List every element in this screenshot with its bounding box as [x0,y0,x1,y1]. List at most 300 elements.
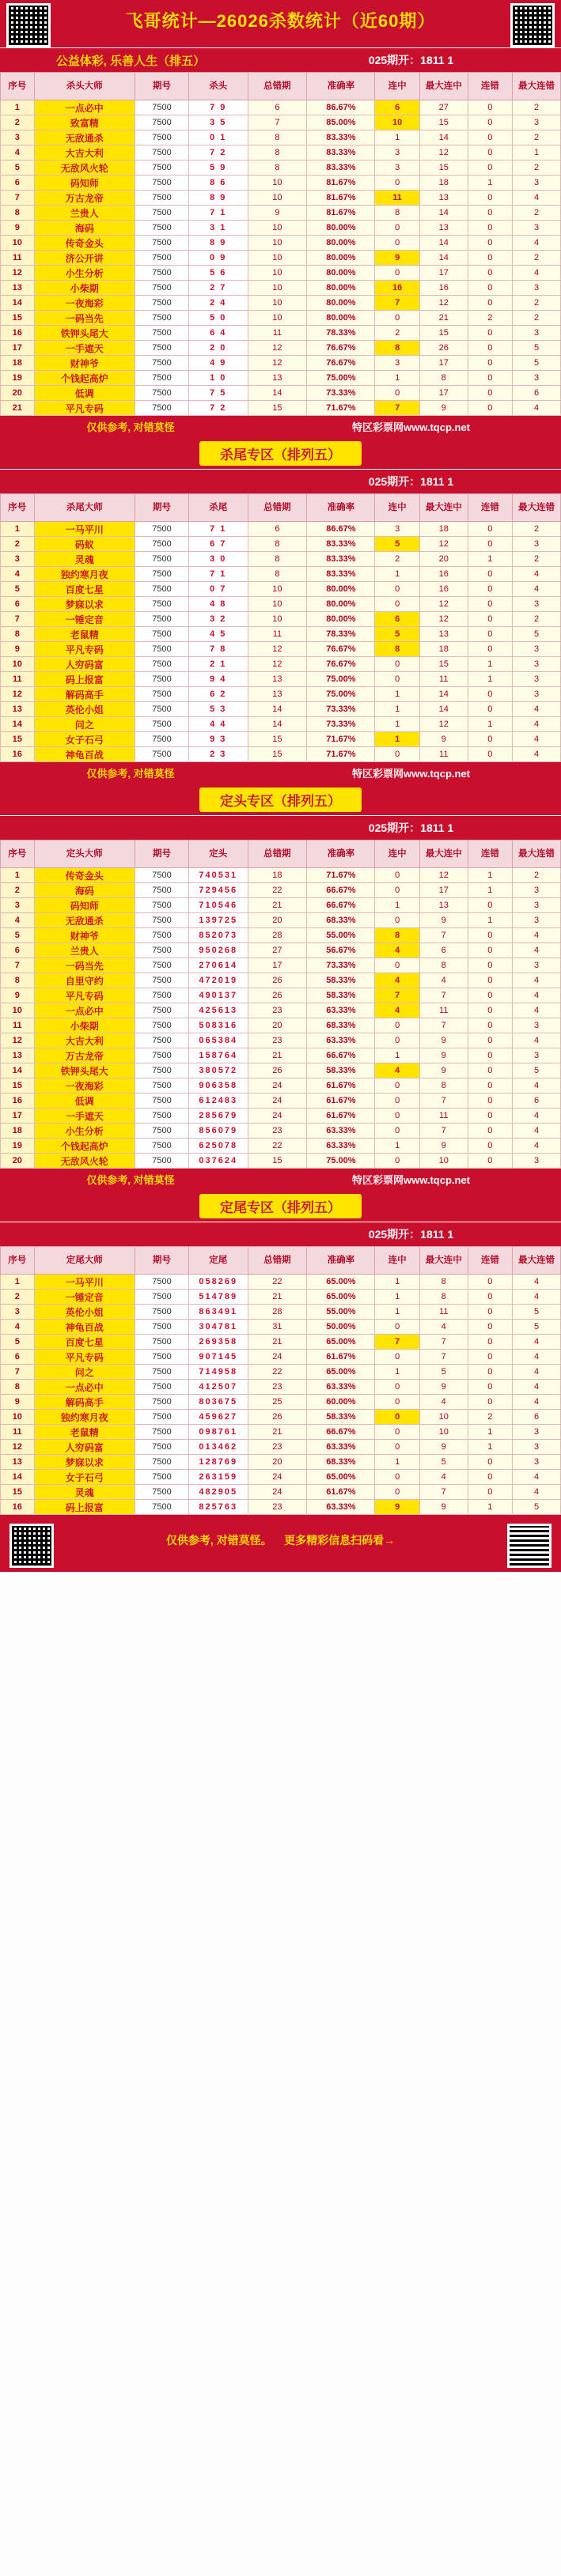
cell-定头大师: 铁钾头尾大 [34,1063,135,1078]
cell-最大连中: 9 [419,1440,468,1455]
section-title-dingtou: 定头专区（排列五） [199,788,362,812]
cell-定尾大师: 一点必中 [34,1380,135,1395]
cell-定尾大师: 梦寐以求 [34,1455,135,1470]
cell-最大连错: 4 [513,1139,561,1154]
cell-总错期: 24 [248,1350,307,1365]
cell-序号: 9 [1,221,35,236]
cell-连中: 1 [375,898,419,913]
cell-最大连错: 2 [513,206,561,221]
cell-期号: 7500 [135,1395,189,1410]
cell-准确率: 80.00% [307,296,375,311]
cell-总错期: 24 [248,1093,307,1109]
cell-杀头: 6 4 [188,326,248,341]
cell-连中: 7 [375,988,419,1003]
table-body-dingwei [1,1275,561,1515]
cell-定头: 950268 [188,943,248,958]
cell-连错: 0 [468,266,512,281]
cell-最大连中: 12 [419,868,468,883]
cell-连错: 0 [468,1290,512,1305]
cell-最大连错: 4 [513,567,561,582]
cell-杀头大师: 万古龙帝 [34,191,135,206]
cell-连错: 0 [468,1320,512,1335]
cell-期号: 7500 [135,1380,189,1395]
column-header-3: 杀尾 [188,494,248,522]
cell-总错期: 22 [248,883,307,898]
column-header-0: 序号 [1,1247,35,1275]
cell-杀尾大师: 问之 [34,717,135,732]
cell-连错: 1 [468,176,512,191]
cell-连中: 6 [375,612,419,627]
cell-连错: 0 [468,597,512,612]
cell-准确率: 61.67% [307,1109,375,1124]
cell-最大连错: 4 [513,1078,561,1093]
cell-定尾大师: 神龟百战 [34,1320,135,1335]
cell-总错期: 14 [248,702,307,717]
cell-最大连中: 18 [419,522,468,537]
cell-总错期: 24 [248,1078,307,1093]
cell-最大连中: 5 [419,1365,468,1380]
cell-准确率: 55.00% [307,1305,375,1320]
cell-准确率: 63.33% [307,1500,375,1515]
cell-连中: 8 [375,928,419,943]
cell-杀尾大师: 梦寐以求 [34,597,135,612]
cell-准确率: 81.67% [307,206,375,221]
cell-最大连中: 12 [419,717,468,732]
table-row [1,702,561,717]
table-row [1,883,561,898]
cell-杀头大师: 小生分析 [34,266,135,281]
cell-准确率: 61.67% [307,1078,375,1093]
cell-连错: 0 [468,898,512,913]
cell-杀头: 2 7 [188,281,248,296]
cell-期号: 7500 [135,868,189,883]
cell-定尾大师: 一马平川 [34,1275,135,1290]
table-row [1,868,561,883]
table-row [1,100,561,115]
cell-最大连中: 12 [419,296,468,311]
table-row [1,657,561,672]
cell-序号: 6 [1,1350,35,1365]
cell-连错: 0 [468,1470,512,1485]
cell-最大连错: 3 [513,642,561,657]
cell-连中: 3 [375,522,419,537]
cell-连中: 1 [375,371,419,386]
cell-最大连错: 4 [513,943,561,958]
column-header-9: 最大连错 [513,73,561,100]
table-row [1,687,561,702]
cell-连错: 0 [468,1018,512,1033]
cell-期号: 7500 [135,1048,189,1063]
cell-期号: 7500 [135,191,189,206]
cell-连中: 5 [375,537,419,552]
cell-序号: 8 [1,1380,35,1395]
qr-code-icon-left[interactable] [6,3,51,47]
table-row [1,1275,561,1290]
cell-最大连中: 14 [419,236,468,251]
cell-连中: 0 [375,1124,419,1139]
cell-最大连中: 16 [419,281,468,296]
cell-最大连错: 3 [513,1440,561,1455]
cell-准确率: 65.00% [307,1290,375,1305]
column-header-2: 期号 [135,840,189,868]
cell-定尾: 412507 [188,1380,248,1395]
cell-准确率: 65.00% [307,1470,375,1485]
cell-定头: 729456 [188,883,248,898]
cell-最大连错: 2 [513,251,561,266]
table-row [1,341,561,356]
cell-序号: 7 [1,958,35,973]
cell-序号: 5 [1,1335,35,1350]
cell-准确率: 63.33% [307,1440,375,1455]
cell-序号: 9 [1,988,35,1003]
cell-期号: 7500 [135,130,189,145]
cell-连错: 0 [468,371,512,386]
cell-杀尾大师: 老鼠精 [34,627,135,642]
cell-总错期: 23 [248,1440,307,1455]
cell-杀尾大师: 百度七星 [34,582,135,597]
cell-连错: 0 [468,296,512,311]
cell-最大连中: 14 [419,251,468,266]
cell-序号: 3 [1,1305,35,1320]
cell-最大连中: 11 [419,1305,468,1320]
cell-连中: 0 [375,1485,419,1500]
cell-杀尾: 7 1 [188,522,248,537]
table-row [1,371,561,386]
cell-总错期: 21 [248,1335,307,1350]
table-row [1,1078,561,1093]
table-row [1,1124,561,1139]
cell-杀头: 5 0 [188,311,248,326]
cell-连错: 0 [468,537,512,552]
cell-总错期: 10 [248,266,307,281]
cell-连错: 0 [468,356,512,371]
column-header-6: 连中 [375,494,419,522]
cell-期号: 7500 [135,1350,189,1365]
table-row [1,1033,561,1048]
cell-最大连错: 3 [513,1048,561,1063]
table-row [1,747,561,762]
cell-序号: 7 [1,612,35,627]
cell-最大连中: 13 [419,221,468,236]
cell-连中: 0 [375,1350,419,1365]
cell-杀尾大师: 英伦小姐 [34,702,135,717]
cell-连中: 1 [375,732,419,747]
cell-连中: 2 [375,552,419,567]
table-body-dingtou [1,868,561,1169]
cell-期号: 7500 [135,522,189,537]
column-header-5: 准确率 [307,73,375,100]
cell-序号: 3 [1,130,35,145]
cell-连错: 0 [468,687,512,702]
cell-连中: 0 [375,868,419,883]
cell-序号: 4 [1,913,35,928]
cell-杀尾大师: 码蚁 [34,537,135,552]
cell-序号: 18 [1,356,35,371]
cell-最大连错: 4 [513,1033,561,1048]
cell-杀头: 4 9 [188,356,248,371]
cell-最大连错: 2 [513,612,561,627]
cell-期号: 7500 [135,988,189,1003]
cell-定头大师: 兰贵人 [34,943,135,958]
cell-杀头: 0 9 [188,251,248,266]
cell-定头大师: 平凡专码 [34,988,135,1003]
section-issue-shawei: 025期开：1811 1 [368,475,454,488]
cell-准确率: 83.33% [307,537,375,552]
cell-最大连错: 4 [513,1350,561,1365]
cell-总错期: 23 [248,1003,307,1018]
cell-总错期: 11 [248,627,307,642]
table-row [1,1048,561,1063]
cell-杀头大师: 低调 [34,386,135,401]
cell-序号: 13 [1,1455,35,1470]
column-header-8: 连错 [468,1247,512,1275]
cell-连中: 0 [375,883,419,898]
table-row [1,928,561,943]
cell-最大连中: 14 [419,702,468,717]
column-header-6: 连中 [375,840,419,868]
cell-总错期: 20 [248,1455,307,1470]
cell-杀尾大师: 独约寒月夜 [34,567,135,582]
cell-最大连错: 4 [513,1124,561,1139]
cell-序号: 10 [1,657,35,672]
cell-总错期: 23 [248,1500,307,1515]
cell-总错期: 8 [248,145,307,161]
cell-最大连错: 4 [513,1485,561,1500]
cell-最大连中: 13 [419,627,468,642]
cell-连中: 0 [375,1033,419,1048]
cell-序号: 16 [1,1093,35,1109]
cell-序号: 16 [1,1500,35,1515]
cell-杀头: 7 2 [188,145,248,161]
cell-期号: 7500 [135,176,189,191]
cell-总错期: 21 [248,1425,307,1440]
cell-期号: 7500 [135,732,189,747]
cell-准确率: 65.00% [307,1275,375,1290]
cell-最大连错: 4 [513,191,561,206]
column-header-2: 期号 [135,494,189,522]
column-header-6: 连中 [375,73,419,100]
cell-杀尾: 5 3 [188,702,248,717]
cell-期号: 7500 [135,341,189,356]
table-row [1,522,561,537]
cell-准确率: 66.67% [307,883,375,898]
cell-总错期: 12 [248,356,307,371]
cell-总错期: 28 [248,1305,307,1320]
cell-连错: 0 [468,522,512,537]
cell-最大连错: 3 [513,176,561,191]
cell-杀尾: 7 1 [188,567,248,582]
cell-准确率: 80.00% [307,251,375,266]
cell-连中: 6 [375,100,419,115]
cell-最大连中: 7 [419,1018,468,1033]
cell-杀尾: 6 2 [188,687,248,702]
cell-最大连中: 15 [419,326,468,341]
cell-最大连错: 4 [513,1003,561,1018]
cell-定尾: 304781 [188,1320,248,1335]
cell-序号: 7 [1,1365,35,1380]
cell-总错期: 26 [248,1063,307,1078]
cell-连中: 2 [375,326,419,341]
disclaimer-text: 仅供参考, 对错莫怪 [86,1173,175,1186]
cell-总错期: 15 [248,732,307,747]
cell-最大连错: 4 [513,702,561,717]
cell-最大连错: 3 [513,537,561,552]
site-url: 特区彩票网www.tqcp.net [351,1173,471,1186]
cell-连错: 0 [468,1033,512,1048]
cell-最大连中: 12 [419,597,468,612]
cell-连错: 0 [468,1395,512,1410]
cell-准确率: 83.33% [307,130,375,145]
cell-最大连错: 2 [513,868,561,883]
table-row [1,266,561,281]
cell-最大连中: 11 [419,1109,468,1124]
cell-序号: 6 [1,597,35,612]
column-header-8: 连错 [468,840,512,868]
cell-序号: 7 [1,191,35,206]
cell-最大连中: 8 [419,1078,468,1093]
cell-准确率: 50.00% [307,1320,375,1335]
cell-总错期: 11 [248,326,307,341]
cell-序号: 8 [1,973,35,988]
cell-准确率: 75.00% [307,687,375,702]
cell-连中: 0 [375,386,419,401]
cell-最大连错: 5 [513,356,561,371]
cell-杀尾: 9 4 [188,672,248,687]
cell-序号: 3 [1,898,35,913]
cell-连中: 16 [375,281,419,296]
cell-期号: 7500 [135,973,189,988]
cell-准确率: 80.00% [307,266,375,281]
cell-准确率: 78.33% [307,627,375,642]
cell-最大连中: 4 [419,1395,468,1410]
cell-连中: 0 [375,1380,419,1395]
cell-连错: 0 [468,1380,512,1395]
cell-期号: 7500 [135,567,189,582]
cell-总错期: 10 [248,281,307,296]
cell-序号: 19 [1,1139,35,1154]
cell-准确率: 61.67% [307,1093,375,1109]
qr-code-icon-right[interactable] [510,3,555,47]
cell-最大连错: 3 [513,672,561,687]
cell-最大连中: 4 [419,1470,468,1485]
cell-最大连错: 4 [513,236,561,251]
section-issue-shatou: 025期开：1811 1 [368,54,454,66]
cell-序号: 10 [1,1410,35,1425]
table-body-shawei [1,522,561,762]
cell-定头大师: 一夜海彩 [34,1078,135,1093]
cell-连错: 1 [468,913,512,928]
cell-总错期: 8 [248,537,307,552]
cell-连中: 9 [375,1500,419,1515]
cell-总错期: 15 [248,747,307,762]
cell-总错期: 10 [248,251,307,266]
cell-最大连错: 4 [513,582,561,597]
cell-期号: 7500 [135,1018,189,1033]
cell-定头: 285679 [188,1109,248,1124]
cell-准确率: 68.33% [307,1455,375,1470]
cell-总错期: 8 [248,567,307,582]
cell-最大连错: 5 [513,1320,561,1335]
cell-最大连中: 9 [419,1500,468,1515]
cell-序号: 20 [1,1154,35,1169]
cell-杀头: 5 6 [188,266,248,281]
cell-定头大师: 海码 [34,883,135,898]
cell-最大连错: 4 [513,1365,561,1380]
cell-定尾: 269358 [188,1335,248,1350]
cell-期号: 7500 [135,221,189,236]
cell-期号: 7500 [135,1320,189,1335]
scan-hint: 更多精彩信息扫码看→ [284,1534,396,1547]
cell-准确率: 76.67% [307,642,375,657]
cell-总错期: 17 [248,958,307,973]
table-row [1,1093,561,1109]
top-banner [0,0,561,47]
column-header-1: 杀头大师 [34,73,135,100]
table-row [1,206,561,221]
cell-最大连中: 7 [419,988,468,1003]
cell-总错期: 23 [248,1033,307,1048]
cell-杀尾: 9 3 [188,732,248,747]
cell-总错期: 31 [248,1320,307,1335]
cell-序号: 15 [1,732,35,747]
table-row [1,943,561,958]
cell-准确率: 71.67% [307,747,375,762]
cell-杀尾大师: 一马平川 [34,522,135,537]
cell-杀尾大师: 人穷码富 [34,657,135,672]
cell-连中: 1 [375,1305,419,1320]
cell-连中: 0 [375,582,419,597]
section-title-bar-dingwei [0,1189,561,1222]
cell-杀头: 2 4 [188,296,248,311]
column-header-3: 杀头 [188,73,248,100]
table-row [1,251,561,266]
cell-杀头大师: 一点必中 [34,100,135,115]
cell-期号: 7500 [135,1335,189,1350]
cell-杀头: 7 1 [188,206,248,221]
site-url: 特区彩票网www.tqcp.net [351,767,471,780]
cell-准确率: 75.00% [307,672,375,687]
table-row [1,1139,561,1154]
cell-最大连错: 3 [513,115,561,130]
table-row [1,1003,561,1018]
cell-准确率: 80.00% [307,612,375,627]
cell-准确率: 76.67% [307,341,375,356]
cell-连中: 7 [375,296,419,311]
table-row [1,537,561,552]
cell-杀尾大师: 平凡专码 [34,642,135,657]
cell-连错: 1 [468,883,512,898]
cell-期号: 7500 [135,1093,189,1109]
cell-期号: 7500 [135,747,189,762]
cell-连中: 4 [375,1003,419,1018]
cell-期号: 7500 [135,161,189,176]
cell-连错: 1 [468,657,512,672]
cell-期号: 7500 [135,552,189,567]
cell-定尾大师: 女子石弓 [34,1470,135,1485]
cell-总错期: 15 [248,1154,307,1169]
cell-连中: 1 [375,1365,419,1380]
cell-最大连错: 3 [513,326,561,341]
cell-连错: 0 [468,732,512,747]
cell-定尾: 803675 [188,1395,248,1410]
cell-连中: 0 [375,1470,419,1485]
table-row [1,672,561,687]
table-row [1,296,561,311]
cell-序号: 1 [1,1275,35,1290]
cell-准确率: 63.33% [307,1124,375,1139]
cell-最大连错: 3 [513,958,561,973]
cell-连错: 0 [468,206,512,221]
